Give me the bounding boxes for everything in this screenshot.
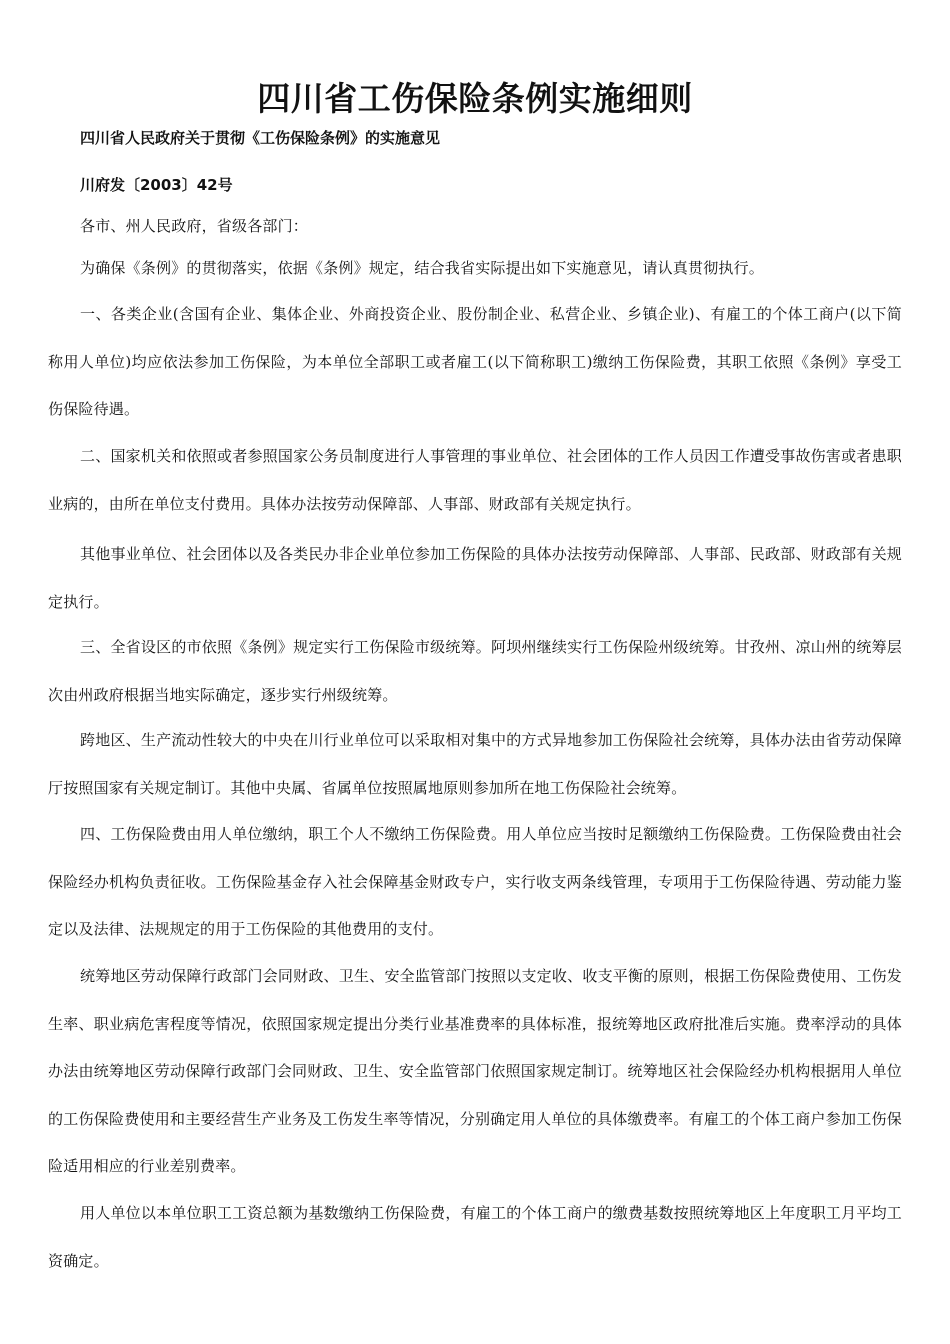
body-paragraph: 一、各类企业(含国有企业、集体企业、外商投资企业、股份制企业、私营企业、乡镇企业)、有雇工的个体工商户(以下简称用人单位)均应依法参加工伤保险，为本单位全部职工或者雇工(以下简称职工)缴纳工伤保险费，其职工依照《条例》享受工伤保险待遇。 bbox=[48, 305, 902, 418]
document-subtitle: 四川省人民政府关于贯彻《工伤保险条例》的实施意见 bbox=[80, 129, 441, 147]
body-paragraph: 统筹地区劳动保障行政部门会同财政、卫生、安全监管部门按照以支定收、收支平衡的原则，根据工伤保险费使用、工伤发生率、职业病危害程度等情况，依照国家规定提出分类行业基准费率的具体标准，报统筹地区政府批准后实施。费率浮动的具体办法由统筹地区劳动保障行政部门会同财政、卫生、安全监管部门依照国家规定制订。统筹地区社会保险经办机构根据用人单位的工伤保险费使用和主要经营生产业务及工伤发生率等情况，分别确定用人单位的具体缴费率。有雇工的个体工商户参加工伤保险适用相应的行业差别费率。 bbox=[48, 967, 902, 1175]
document-number: 川府发〔2003〕42号 bbox=[80, 176, 233, 194]
body-paragraph: 为确保《条例》的贯彻落实，依据《条例》规定，结合我省实际提出如下实施意见，请认真贯彻执行。 bbox=[80, 259, 765, 277]
body-paragraph: 其他事业单位、社会团体以及各类民办非企业单位参加工伤保险的具体办法按劳动保障部、人事部、民政部、财政部有关规定执行。 bbox=[48, 545, 902, 611]
body-paragraph: 四、工伤保险费由用人单位缴纳，职工个人不缴纳工伤保险费。用人单位应当按时足额缴纳工伤保险费。工伤保险费由社会保险经办机构负责征收。工伤保险基金存入社会保障基金财政专户，实行收支两条线管理，专项用于工伤保险待遇、劳动能力鉴定以及法律、法规规定的用于工伤保险的其他费用的支付。 bbox=[48, 825, 902, 938]
body-paragraph: 三、全省设区的市依照《条例》规定实行工伤保险市级统筹。阿坝州继续实行工伤保险州级统筹。甘孜州、凉山州的统筹层次由州政府根据当地实际确定，逐步实行州级统筹。 bbox=[48, 638, 902, 704]
body-paragraph: 用人单位以本单位职工工资总额为基数缴纳工伤保险费，有雇工的个体工商户的缴费基数按照统筹地区上年度职工月平均工资确定。 bbox=[48, 1204, 902, 1270]
document-title: 四川省工伤保险条例实施细则 bbox=[257, 79, 693, 118]
body-paragraph: 跨地区、生产流动性较大的中央在川行业单位可以采取相对集中的方式异地参加工伤保险社会统筹，具体办法由省劳动保障厅按照国家有关规定制订。其他中央属、省属单位按照属地原则参加所在地工伤保险社会统筹。 bbox=[48, 731, 902, 797]
body-paragraph: 二、国家机关和依照或者参照国家公务员制度进行人事管理的事业单位、社会团体的工作人员因工作遭受事故伤害或者患职业病的，由所在单位支付费用。具体办法按劳动保障部、人事部、财政部有关规定执行。 bbox=[48, 447, 902, 513]
greeting-paragraph: 各市、州人民政府，省级各部门： bbox=[80, 217, 309, 235]
